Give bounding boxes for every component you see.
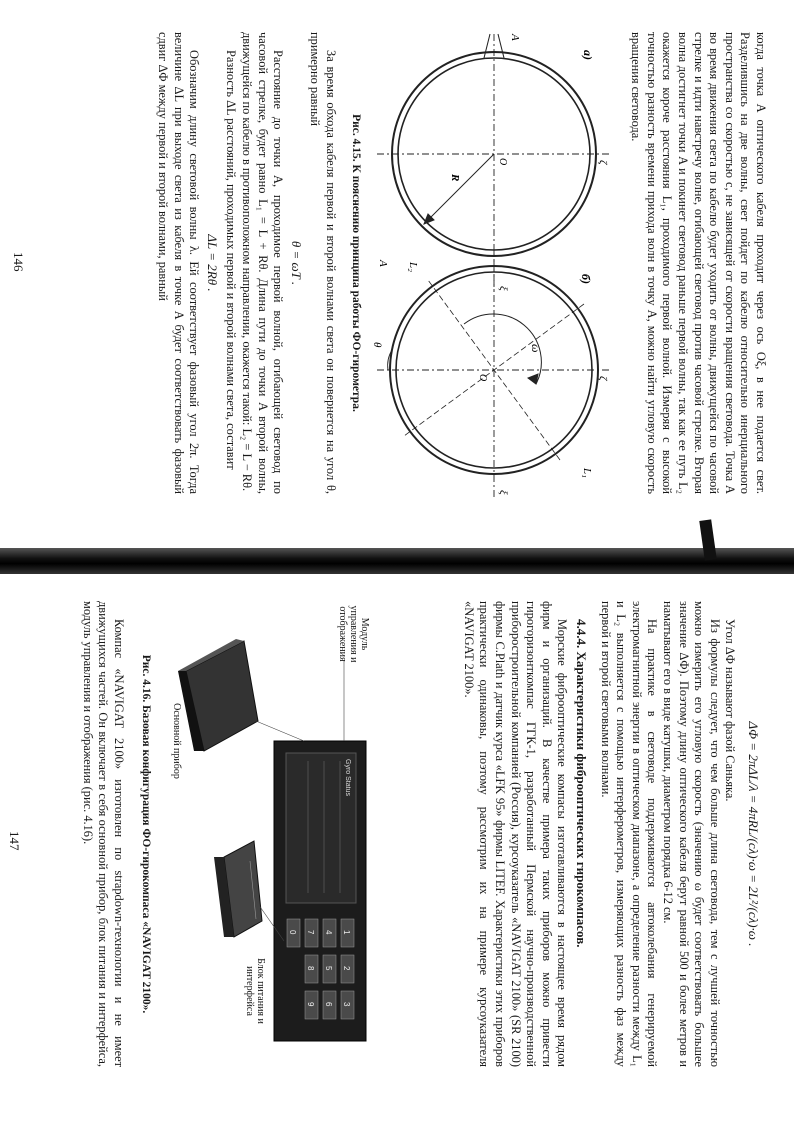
screen-title: Gyro Status	[344, 759, 351, 796]
diagram-b-L2: L₂	[407, 262, 419, 272]
omega-arrow	[528, 374, 538, 384]
keypad-key-label: 1	[342, 930, 351, 935]
keypad-key-label: 6	[324, 1002, 333, 1007]
diagram-b-A: A	[377, 260, 389, 267]
label-control-module: Модуль управления и отображения	[337, 605, 370, 663]
keypad-key-label: 9	[306, 1002, 315, 1007]
formula-delta-l: ΔL = 2Rθ .	[204, 234, 220, 292]
radius-a	[424, 154, 494, 224]
right-para-5: Компас «NAVIGAT 2100» изготовлен по strapdown-технологии и не имеет движущихся частей. Он включает в себя основной прибор, блок питания и интерфейса, модуль управления и отображения (рис. 4.16).	[80, 601, 126, 1067]
leader-main	[256, 721, 304, 741]
keypad-key-label: 7	[306, 930, 315, 935]
gyro-principle-figure	[364, 24, 624, 502]
left-para-1: когда точка A оптического кабеля проходит через ось Oξ, в нее подается свет. Разделившись на две волны, свет пойдет по кабелю относительно инерциального пространства со скоростью c, не зависящей от скорости вращения световода. Точка A во время движения света по кабелю будет уходить от волны, движущейся по часовой стрелке и идти навстречу волне, огибающей световод против часовой стрелке. Вторая волна достигнет точки A и покинет световод раньше первой волны, так как ее путь L₂ окажется короче расстояния L₁, проходимого первой волной. Измеряя с высокой точностью разность времени прихода волн в точку A, можно найти угловую скорость вращения световода.	[629, 32, 768, 494]
page-number-right: 147	[7, 831, 22, 851]
figure-4-15-caption: Рис. 4.15. К пояснению принципа работы ФО-гирометра.	[350, 114, 362, 412]
main-sensor-unit	[178, 639, 258, 751]
right-para-3: На практике в световоде поддерживаются автоколебания генерируемой электромагнитной энергии в оптическом диапазоне, а определение разности между L₁ и L₂ выполняется с помощью интерферометров, измеряющих разность фаз между первой и второй световыми волнами.	[598, 601, 660, 1067]
diagram-a-R: R	[449, 174, 461, 182]
diagram-a-A: A	[509, 34, 521, 41]
diagram-b-O: O	[477, 374, 488, 382]
left-text-bottom	[154, 32, 338, 494]
left-para-4: Разность ΔL расстояний, проходимых первой и второй волнами света, составит	[224, 50, 239, 470]
diagram-b-label: б)	[579, 274, 593, 284]
right-para-4: Морские фиброоптические компасы изготавливаются в настоящее время рядом фирм и организаций. В качестве примера таких приборов можно привести гирогоризонткомпас ГГК-1, разработанный Пермской научно-производственной приборостроительной компанией (Россия), курсоуказатель «NAVIGAT 2100» (SR 2100) фирмы C.Plath и датчик курса «LFK 95» фирмы LITEF. Характеристики этих приборов практически одинаковы, поэтому рассмотрим их на примере курсоуказателя «NAVIGAT 2100».	[461, 601, 570, 1067]
right-para-2: Из формулы следует, что чем больше длина световода, тем с лучшей точностью можно измерить его угловую скорость (значению ω будет соответствовать большее значение ΔΦ). Поэтому длину оптического кабеля берут равной 500 и более метров и наматывают его в виде катушки, диаметром порядка 6-12 см.	[661, 601, 722, 1067]
keypad-key-label: 4	[324, 930, 333, 935]
right-text-top	[460, 601, 764, 1067]
keypad-key-label: 8	[306, 966, 315, 971]
page-number-left: 146	[11, 252, 26, 272]
formula-theta: θ = ωT .	[288, 240, 304, 286]
figure-4-16-caption: Рис. 4.16. Базовая конфигурация ФО-гирокомпаса «NAVIGAT 2100».	[140, 654, 152, 1014]
diagram-b-zeta: ζ	[597, 376, 609, 381]
keypad-key-label: 5	[324, 966, 333, 971]
input-a	[498, 34, 504, 58]
page-147	[0, 561, 794, 1122]
diagram-a-label: а)	[581, 50, 595, 60]
diagram-a-O: O	[497, 158, 508, 166]
right-text-bottom	[79, 601, 126, 1067]
diagram-b-L1: L₁	[581, 468, 593, 478]
diagram-b-xi: ξ	[497, 490, 509, 495]
left-para-3: Расстояние до точки A, проходимое первой волной, огибающей световод по часовой стрелке, будет равно L₁ = L + Rθ. Длина пути до точки A второй волны, движущейся по кабелю в противоположном направлении, окажется такой: L₂ = L − Rθ.	[240, 32, 286, 494]
left-para-5: Обозначим длину световой волны λ. Ей соответствует фазовый угол 2π. Тогда величине ΔL при выходе света из кабеля в точке A будет соответствовать фазовый сдвиг ΔΦ между первой и второй волнами, равный	[156, 32, 202, 494]
section-heading: 4.4.4. Характеристики фиброоптических гирокомпасов.	[574, 619, 590, 948]
diagram-a-zeta: ζ	[597, 160, 609, 165]
diagram-b	[374, 250, 609, 499]
power-interface-unit	[214, 841, 262, 937]
input-a2	[484, 34, 490, 58]
left-para-2: За время обхода кабеля первой и второй волнами света он повернется на угол θ, примерно равный	[308, 32, 338, 494]
diagram-a	[374, 34, 609, 292]
label-main-unit: Основной прибор	[171, 703, 182, 779]
diagram-b-theta: θ	[371, 342, 383, 348]
control-display-module	[274, 741, 366, 1041]
diagram-b-omega: ω	[529, 344, 543, 353]
navigat-device-figure	[174, 601, 374, 1071]
keypad-key-label: 3	[342, 1002, 351, 1007]
keypad-key-label: 0	[288, 930, 297, 935]
diagram-a-xi: ξ	[497, 286, 509, 291]
keypad-key-label: 2	[342, 966, 351, 971]
label-power-unit: Блок питания и интерфейса	[244, 958, 266, 1024]
left-text-top	[628, 32, 768, 494]
right-para-1: Угол ΔΦ называют фазой Саньяка.	[723, 619, 738, 802]
formula-sagnac: ΔΦ = 2πΔL/λ = 4πRL/(cλ)·ω = 2L²/(cλ)·ω .	[746, 721, 761, 947]
